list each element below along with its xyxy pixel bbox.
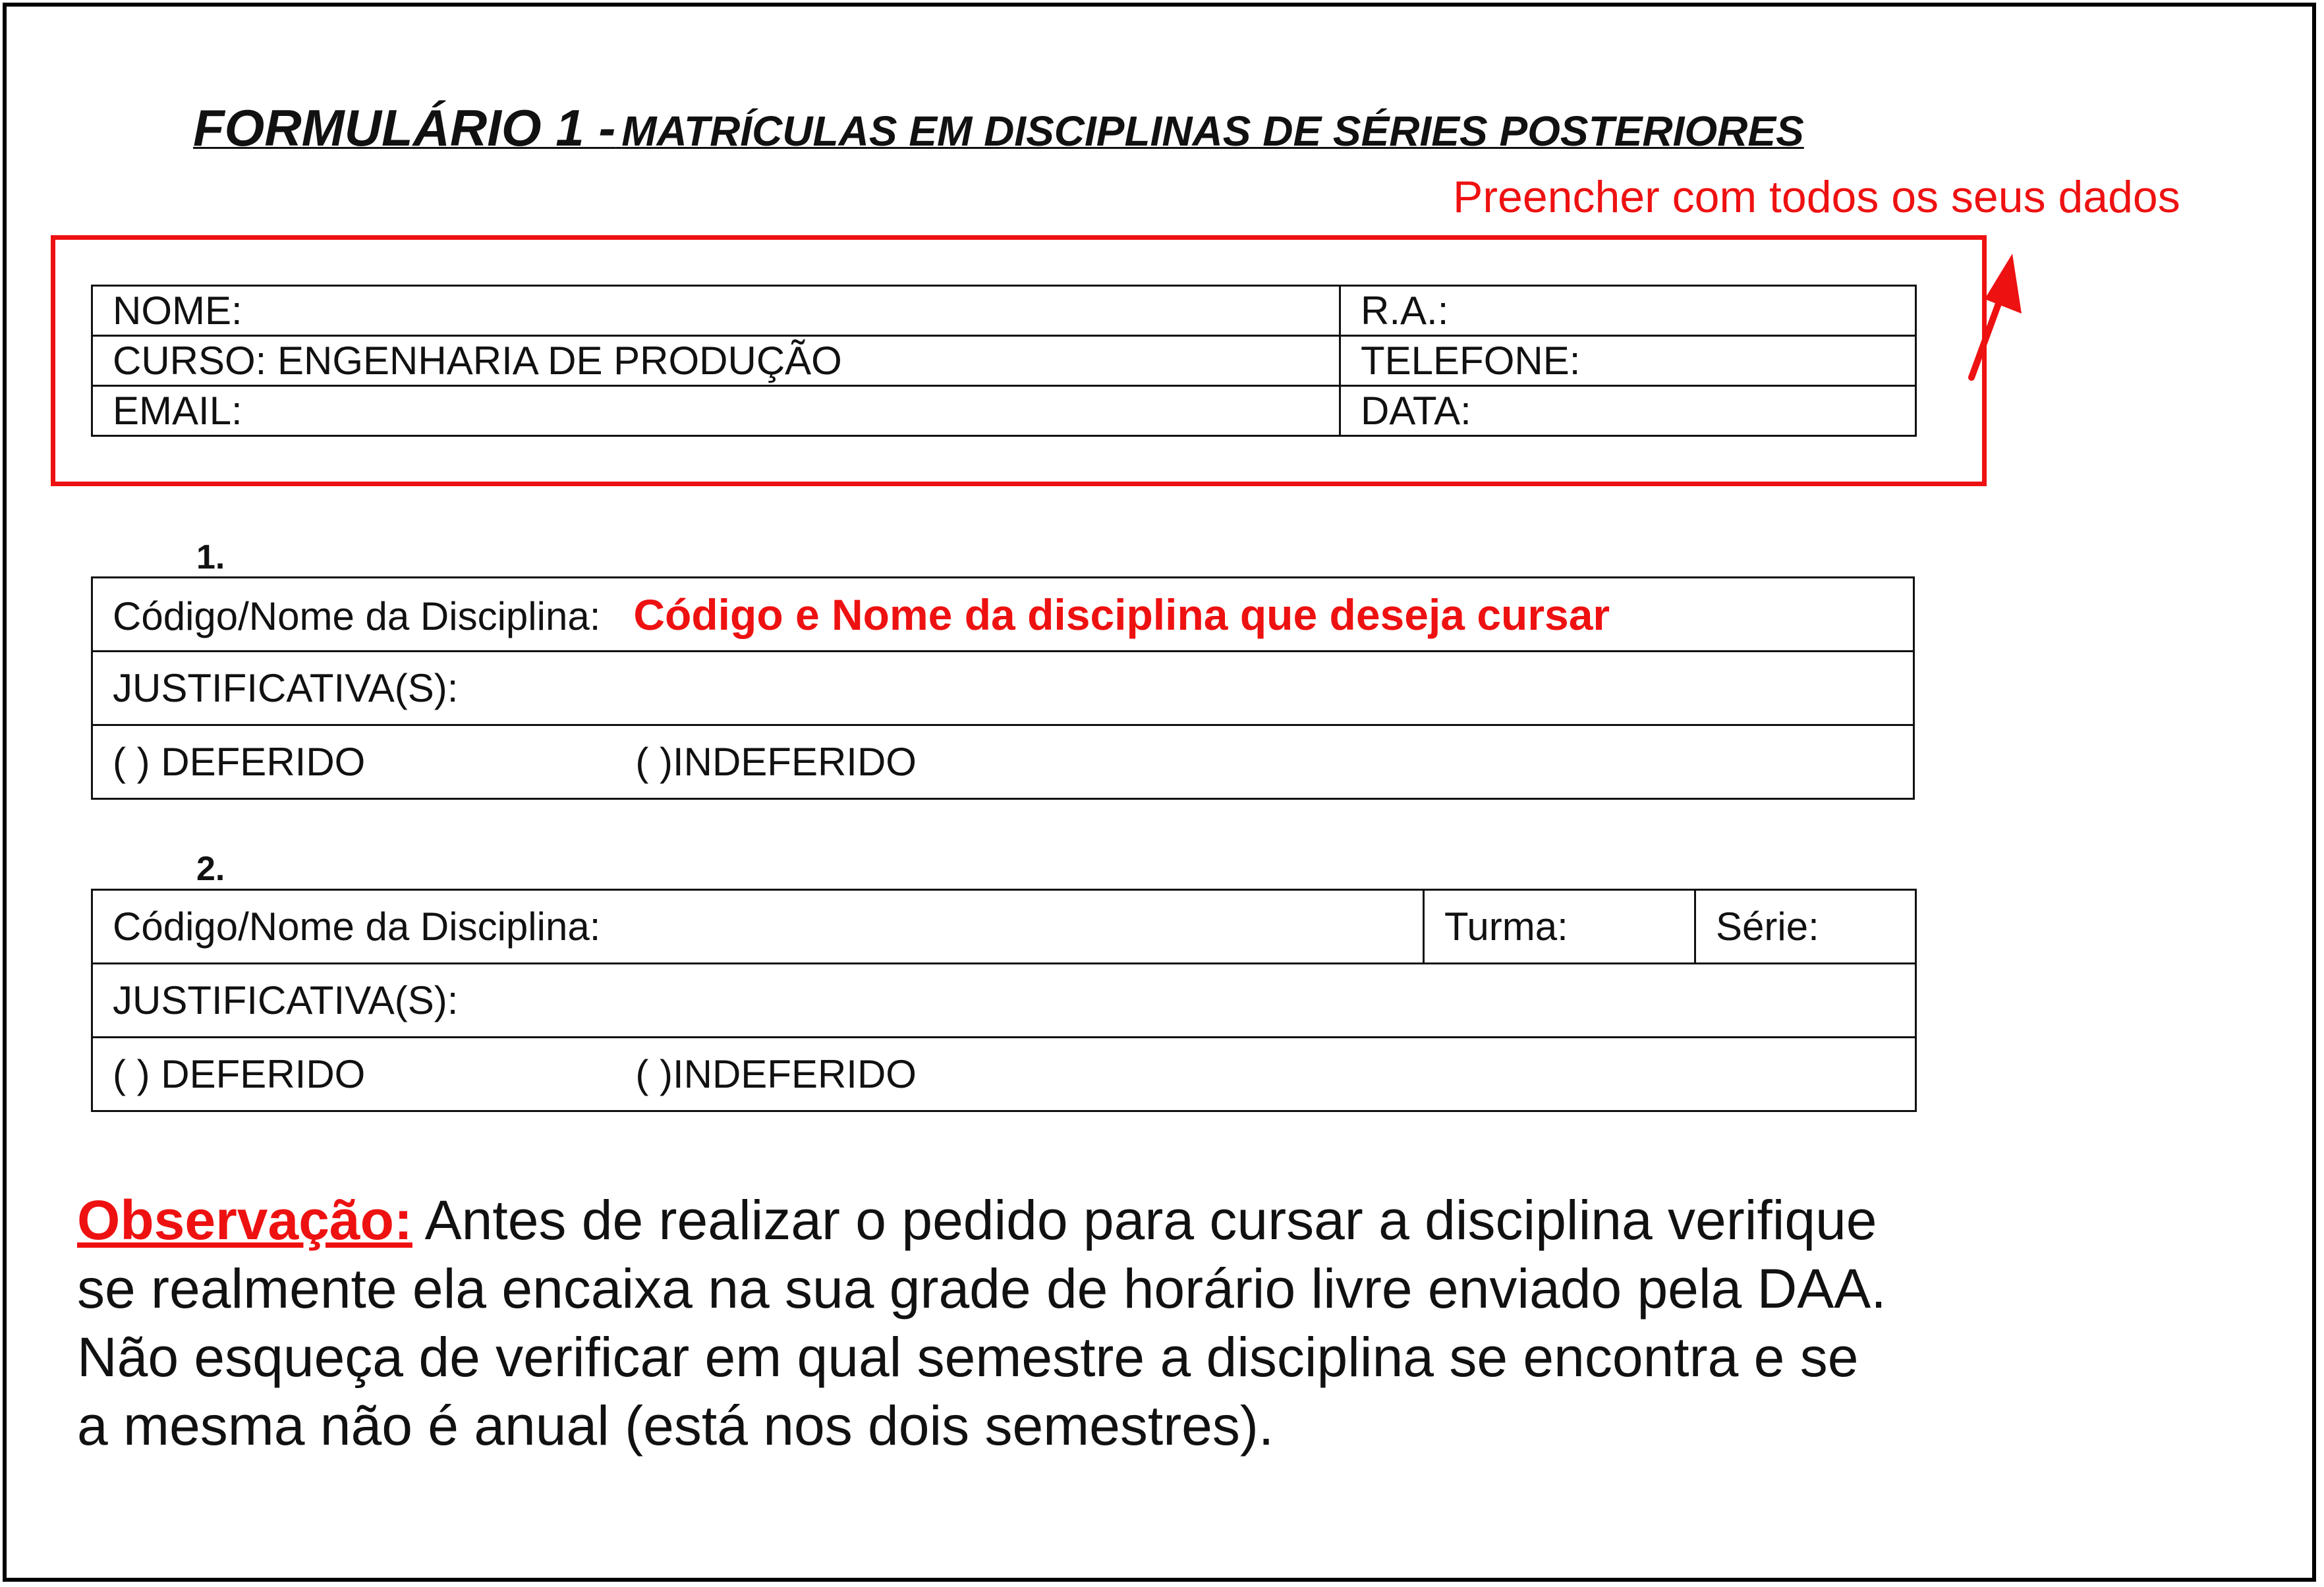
table-row bbox=[92, 386, 1916, 436]
form-title-main: FORMULÁRIO 1 - bbox=[193, 99, 616, 157]
table-row bbox=[92, 725, 1914, 799]
table-row bbox=[92, 890, 1916, 964]
table-row bbox=[92, 336, 1916, 386]
discipline-1-decision bbox=[92, 725, 1914, 799]
form-title-subject: MATRÍCULAS EM DISCIPLINAS DE SÉRIES POSTERIORES bbox=[621, 107, 1804, 155]
observation-line-1: Antes de realizar o pedido para cursar a disciplina verifique bbox=[412, 1189, 1877, 1251]
observation-note bbox=[77, 1186, 2172, 1460]
observation-line-3: Não esqueça de verificar em qual semestre a disciplina se encontra e se bbox=[77, 1326, 1859, 1388]
discipline-2-decision bbox=[92, 1038, 1916, 1111]
course-field[interactable]: CURSO: ENGENHARIA DE PRODUÇÃO bbox=[92, 336, 1340, 386]
table-row bbox=[92, 578, 1914, 652]
ra-field[interactable]: R.A.: bbox=[1340, 286, 1916, 336]
table-row bbox=[92, 1038, 1916, 1111]
deferred-checkbox[interactable]: ( ) DEFERIDO bbox=[113, 1052, 366, 1096]
discipline-2-code-name-field[interactable]: Código/Nome da Disciplina: bbox=[92, 890, 1424, 964]
discipline-1-justification-field[interactable]: JUSTIFICATIVA(S): bbox=[92, 652, 1914, 725]
discipline-2-table bbox=[91, 889, 1917, 1112]
code-name-label: Código/Nome da Disciplina: bbox=[113, 594, 601, 638]
discipline-1-table bbox=[91, 576, 1915, 800]
discipline-1-code-name-field[interactable] bbox=[92, 578, 1914, 652]
table-row bbox=[92, 652, 1914, 725]
personal-data-table bbox=[91, 285, 1917, 437]
name-field[interactable]: NOME: bbox=[92, 286, 1340, 336]
observation-label: Observação: bbox=[77, 1189, 412, 1251]
code-name-hint: Código e Nome da disciplina que deseja cursar bbox=[633, 590, 1610, 639]
email-field[interactable]: EMAIL: bbox=[92, 386, 1340, 436]
observation-line-2: se realmente ela encaixa na sua grade de horário livre enviado pela DAA. bbox=[77, 1258, 1886, 1320]
table-row bbox=[92, 964, 1916, 1038]
discipline-2-justification-field[interactable]: JUSTIFICATIVA(S): bbox=[92, 964, 1916, 1038]
discipline-2-grade-field[interactable]: Série: bbox=[1695, 890, 1916, 964]
date-field[interactable]: DATA: bbox=[1340, 386, 1916, 436]
discipline-2-number: 2. bbox=[196, 850, 225, 888]
discipline-1-number: 1. bbox=[196, 538, 225, 576]
rejected-checkbox[interactable]: ( )INDEFERIDO bbox=[635, 1052, 917, 1096]
table-row bbox=[92, 286, 1916, 336]
phone-field[interactable]: TELEFONE: bbox=[1340, 336, 1916, 386]
form-title bbox=[193, 99, 1804, 157]
rejected-checkbox[interactable]: ( )INDEFERIDO bbox=[635, 740, 917, 784]
fill-in-callout: Preencher com todos os seus dados bbox=[1453, 172, 2180, 222]
deferred-checkbox[interactable]: ( ) DEFERIDO bbox=[113, 740, 366, 784]
discipline-2-class-field[interactable]: Turma: bbox=[1424, 890, 1695, 964]
observation-line-4: a mesma não é anual (está nos dois semestres). bbox=[77, 1395, 1274, 1457]
